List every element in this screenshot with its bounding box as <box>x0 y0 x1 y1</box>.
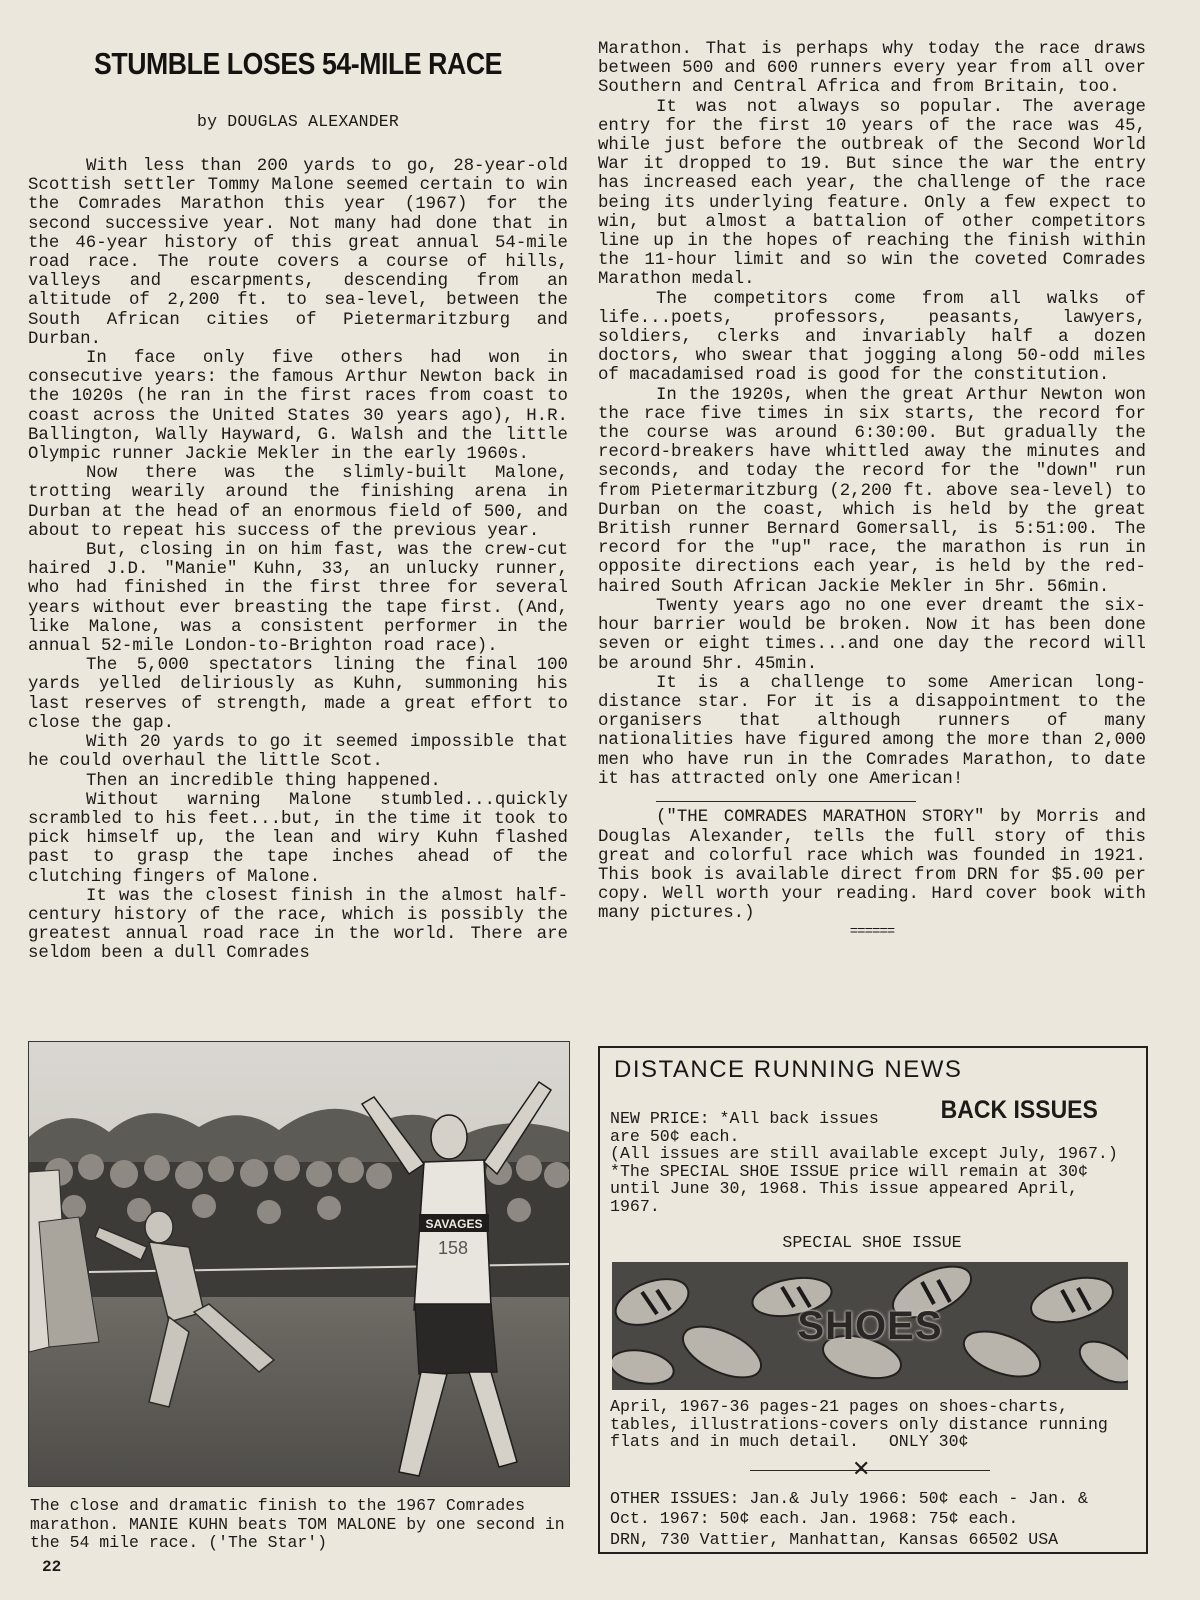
finish-line-photo <box>28 1041 570 1487</box>
shoe-description-text: April, 1967-36 pages-21 pages on shoes-charts, tables, illustrations-covers only distance running flats and in much detail. <box>610 1397 1108 1451</box>
address-text: DRN, 730 Vattier, Manhattan, Kansas 66502 USA <box>610 1529 1059 1549</box>
paragraph: The competitors come from all walks of life...poets, professors, peasants, lawyers, soldiers, clerks and invariably half a dozen doctors, who swear that jogging along 50-odd miles of macadamised road is good for the constitution. <box>598 289 1146 386</box>
paragraph: Twenty years ago no one ever dreamt the six-hour barrier would be broken. Now it has been done seven or eight times...and one day the record will be around 5hr. 45min. <box>598 596 1146 674</box>
bib-number: 158 <box>437 1238 469 1258</box>
photo-caption: The close and dramatic finish to the 1967 Comrades marathon. MANIE KUHN beats TOM MALONE by one second in the 54 mile race. ('The Star') <box>30 1496 565 1552</box>
paragraph: Without warning Malone stumbled...quickly scrambled to his feet...but, in the time it took to pick himself up, the lean and wiry Kuhn flashed past to grasp the tape inches ahead of the clutching fingers of Malone. <box>28 790 568 887</box>
right-column <box>598 40 1146 940</box>
new-price-details: (All issues are still available except July, 1967.) *The SPECIAL SHOE ISSUE price will remain at 30¢ until June 30, 1968. This issue appeared April, 1967. <box>610 1144 1118 1216</box>
separator: ====== <box>849 923 895 940</box>
byline: by DOUGLAS ALEXANDER <box>196 112 400 131</box>
photo-illustration <box>29 1042 569 1486</box>
bib-sponsor-text: SAVAGES <box>425 1217 483 1231</box>
book-note: ("THE COMRADES MARATHON STORY" by Morris and Douglas Alexander, tells the full story of this great and colorful race which was founded in 1921. This book is available direct from DRN for $5.00 per copy. Well worth your reading. Hard cover book with many pictures.) <box>598 808 1146 924</box>
paragraph: It was the closest finish in the almost half-century history of the race, which is possibly the greatest annual road race in the world. There are seldom been a dull Comrades <box>28 886 568 964</box>
page-number: 22 <box>42 1558 62 1576</box>
other-issues-text: OTHER ISSUES: Jan.& July 1966: 50¢ each - Jan. & Oct. 1967: 50¢ each. Jan. 1968: 75¢ each. <box>610 1488 1088 1528</box>
paragraph: Now there was the slimly-built Malone, trotting wearily around the finishing arena in Durban at the head of an enormous field of 500, and about to repeat his success of the previous year. <box>28 464 568 541</box>
shoe-issue-description <box>610 1398 1134 1451</box>
paragraph: In the 1920s, when the great Arthur Newton won the race five times in six starts, the record for the course was around 6:30:00. But gradually the record-breakers have whittled away the minutes and seconds, and today the record for the "down" run from Pietermaritzburg (2,200 ft. above sea-level) to Durban on the coast, which is held by the great British runner Bernard Gomersall, is 5:51:00. The record for the "up" race, the marathon is run in opposite directions each year, is held by the red-haired South African Jackie Mekler in 5hr. 56min. <box>598 385 1146 597</box>
paragraph: The 5,000 spectators lining the final 100 yards yelled deliriously as Kuhn, summoning his last reserves of strength, made a great effort to close the gap. <box>28 656 568 733</box>
ad-title: DISTANCE RUNNING NEWS <box>614 1056 963 1083</box>
paragraph: It was not always so popular. The average entry for the first 10 years of the race was 45, while just before the outbreak of the Second World War it dropped to 19. But since the war the entry has increased each year, the challenge of the race being its underlying feature. Only a few expect to win, but almost a battalion of other competitors line up in the hopes of reaching the finish within the 11-hour limit and so win the coveted Comrades Marathon medal. <box>598 97 1146 290</box>
shoe-price: ONLY 30¢ <box>888 1432 969 1451</box>
special-shoe-heading: SPECIAL SHOE ISSUE <box>782 1233 962 1252</box>
paragraph: Then an incredible thing happened. <box>86 771 441 791</box>
cross-mark-icon: ✕ <box>852 1456 871 1482</box>
divider-rule <box>656 801 916 803</box>
article-left-text <box>28 157 568 964</box>
paragraph: With less than 200 yards to go, 28-year-old Scottish settler Tommy Malone seemed certain to win the Comrades Marathon this year (1967) for the second successive year. Not many had done that in the 46-year history of this great annual 54-mile road race. The route covers a course of hills, valleys and escarpments, descending from an altitude of 2,200 ft. to sea-level, between the South African cities of Pietermaritzburg and Durban. <box>28 157 568 349</box>
paragraph: Marathon. That is perhaps why today the race draws between 500 and 600 runners every year from all over Southern and Central Africa and from Britain, too. <box>598 40 1146 98</box>
article-right-text <box>598 40 1146 789</box>
paragraph: But, closing in on him fast, was the crew-cut haired J.D. "Manie" Kuhn, 33, an unlucky runner, who had finished in the first three for several years without ever breasting the tape first. (And, like Malone, was a consistent performer in the annual 52-mile London-to-Brighton road race). <box>28 541 568 657</box>
new-price-text: NEW PRICE: *All back issues are 50¢ each. <box>610 1109 879 1146</box>
paragraph: With 20 yards to go it seemed impossible that he could overhaul the little Scot. <box>28 733 568 772</box>
back-issues-heading: BACK ISSUES <box>940 1096 1098 1124</box>
paragraph: It is a challenge to some American long-distance star. For it is a disappointment to the organisers that although runners of many nationalities have figured among the more than 2,000 men who have run in the Comrades Marathon, to date it has attracted only one American! <box>598 673 1146 789</box>
paragraph: In face only five others had won in consecutive years: the famous Arthur Newton back in the 1020s (he ran in the first races from coast to coast across the United States 30 years ago), H.R. Ballington, Wally Hayward, G. Walsh and the little Olympic runner Jackie Mekler in the early 1960s. <box>28 349 568 465</box>
headline: STUMBLE LOSES 54-MILE RACE <box>93 46 503 81</box>
back-issues-ad <box>598 1046 1148 1554</box>
shoes-illustration <box>612 1262 1128 1390</box>
ad-divider <box>610 1456 1134 1482</box>
shoes-label: SHOES <box>797 1304 943 1348</box>
left-column <box>28 40 568 964</box>
